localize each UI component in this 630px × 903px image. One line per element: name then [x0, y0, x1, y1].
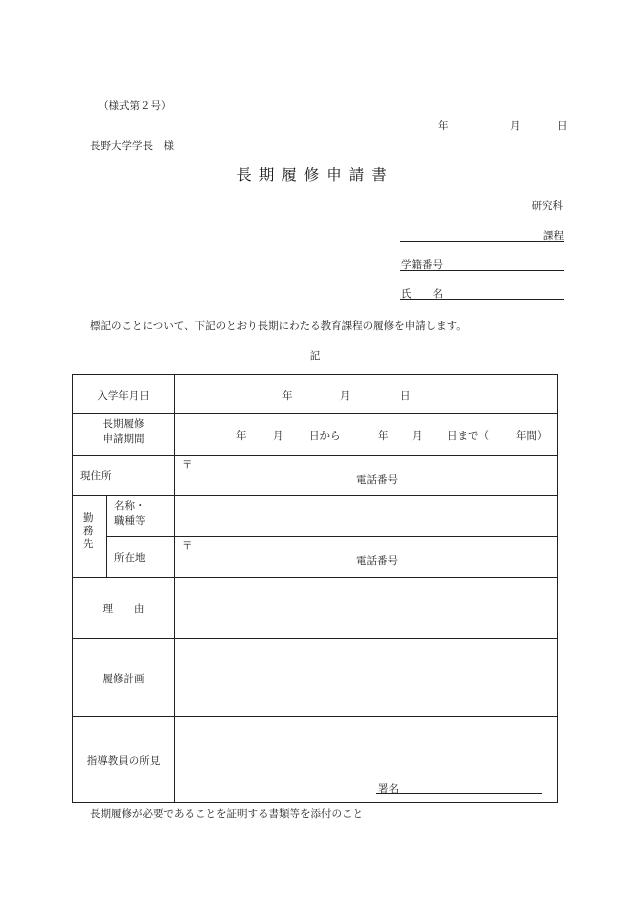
period-to-year: 年 [378, 430, 389, 442]
date-day: 日 [557, 120, 568, 132]
period-years: 年間） [516, 430, 548, 442]
footnote: 長期履修が必要であることを証明する書類等を添付のこと [90, 808, 363, 820]
period-to-day: 日まで（ [447, 430, 489, 442]
address-phone-label: 電話番号 [356, 474, 398, 486]
workplace-postal-mark: 〒 [182, 540, 193, 552]
enrollment-day: 日 [400, 390, 411, 402]
addressee: 長野大学学長 様 [90, 140, 174, 152]
course-field[interactable] [400, 229, 564, 242]
period-from-month: 月 [273, 430, 284, 442]
name-label: 氏 名 [401, 288, 443, 300]
reason-label: 理 由 [102, 603, 145, 615]
current-address-label: 現住所 [80, 470, 112, 482]
study-plan-label: 履修計画 [102, 673, 145, 685]
enrollment-month: 月 [340, 390, 351, 402]
intro-text: 標記のことについて、下記のとおり長期にわたる教育課程の履修を申請します。 [90, 320, 467, 332]
date-month: 月 [510, 120, 521, 132]
signature-field[interactable] [376, 781, 542, 794]
form-number: （様式第２号） [98, 100, 172, 112]
workplace-name-label-line1: 名称・ [114, 500, 146, 512]
workplace-label: 勤務先 [83, 512, 94, 550]
date-year: 年 [438, 120, 449, 132]
course-label: 課程 [543, 230, 564, 242]
postal-mark: 〒 [182, 459, 193, 471]
enrollment-year: 年 [282, 390, 293, 402]
advisor-opinion-label: 指導教員の所見 [86, 755, 161, 767]
workplace-name-label-line2: 職種等 [114, 515, 146, 527]
enrollment-date-label: 入学年月日 [97, 390, 150, 402]
graduate-school-label: 研究科 [531, 200, 563, 212]
workplace-location-label: 所在地 [114, 552, 146, 564]
period-from-year: 年 [236, 430, 247, 442]
period-label-line1: 長期履修 [102, 418, 145, 430]
workplace-phone-label: 電話番号 [356, 555, 398, 567]
page-title: 長期履修申請書 [236, 166, 394, 184]
ki-heading: 記 [309, 350, 321, 362]
period-to-month: 月 [412, 430, 423, 442]
student-id-label: 学籍番号 [401, 259, 443, 271]
period-label-line2: 申請期間 [102, 433, 145, 445]
signature-label: 署名 [378, 783, 399, 795]
period-from-day: 日から [309, 430, 341, 442]
